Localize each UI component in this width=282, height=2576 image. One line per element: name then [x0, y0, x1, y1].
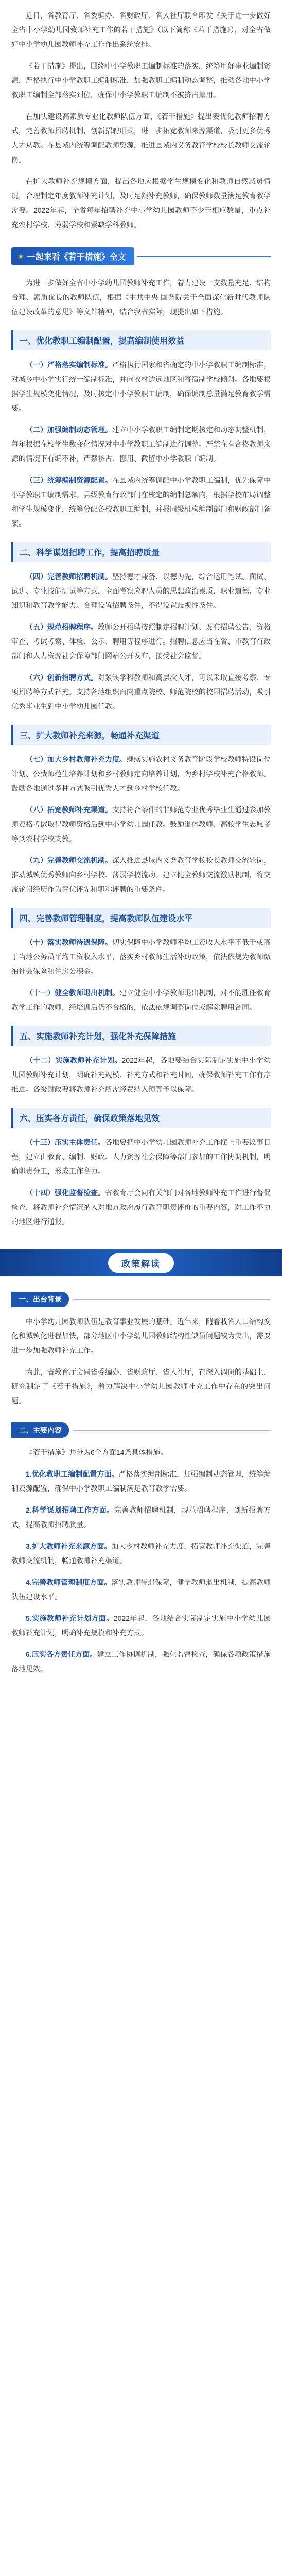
section-item — [11, 620, 271, 663]
section-item — [11, 670, 271, 714]
section-item-text: 各地要把中小学幼儿园教师补充工作摆上重要议事日程，建立由教育、编制、财政、人力资源社会保障等部门参加的工作协调机制，明确职责分工，形成工作合力。 — [11, 1138, 271, 1175]
interpretation-point-text: 落实教师待遇保障，健全教师退出机制，提高教师队伍建设水平。 — [11, 1578, 271, 1601]
section-item — [11, 358, 271, 415]
section-item-text: 省教育厅会同有关部门对各地教师补充工作进行督促检查，将教师补充情况纳入对地方政府履行教育职责评价的重要内容，对工作不力的地区进行通报。 — [11, 1189, 271, 1226]
section-item-lead: （七）加大乡村教师补充力度。 — [26, 755, 127, 764]
section-item — [11, 803, 271, 846]
interpretation-heading — [11, 1292, 271, 1307]
section-item — [11, 986, 271, 1014]
fulltext-banner — [11, 247, 271, 265]
section-item-lead: （十三）压实主体责任。 — [26, 1138, 105, 1146]
interpretation-paragraph: 中小学幼儿园教师队伍是教育事业发展的基础。近年来，随着我省人口结构变化和城镇化进程加快，部分地区中小学幼儿园教师结构性缺员问题较为突出，需要进一步加强教师补充工作。 — [11, 1317, 271, 1354]
intro-paragraph-2: 《若干措施》提出，围绕中小学教职工编制标准的落实，统筹用好事业编制资源，严格执行中小学教职工编制标准，加强教职工编制动态调整，推动各地中小学教职工编制全部落实到位，确保中小学教职工编制不被挤占挪用。 — [11, 62, 271, 99]
section-title: 五、实施教师补充计划，强化补充保障措施 — [11, 1026, 271, 1046]
interpretation-point — [11, 1503, 271, 1532]
policy-interpretation-label: 政策解读 — [108, 1253, 174, 1273]
section-item-text: 严格执行国家和省确定的中小学教职工编制标准，对城乡中小学实行统一编制标准，并向农村边远地区和寄宿制学校倾斜。各地要根据学生规模变化情况，及时核定中小学教职工编制，确保编制总量满足教育教学需要。 — [11, 361, 271, 412]
section-title: 二、科学谋划招聘工作，提高招聘质量 — [11, 542, 271, 562]
section-item-lead: （一）严格落实编制标准。 — [26, 361, 112, 369]
article-body — [0, 0, 282, 1229]
section-item — [11, 1135, 271, 1178]
interpretation-point-lead: 6.压实各方责任方面。 — [26, 1650, 97, 1658]
policy-interpretation-band — [0, 1249, 282, 1276]
interpretation-point — [11, 1575, 271, 1604]
section-item-text: 建立中小学教职工编制定期核定和动态调整机制，每年根据在校学生数变化情况对中小学教职工编制进行调整。严禁在有合格教师来源的情况下有编不补，严禁挤占、挪用、截留中小学教职工编制。 — [11, 426, 271, 463]
section-title: 三、扩大教师补充来源，畅通补充渠道 — [11, 725, 271, 745]
section-item-lead: （二）加强编制动态管理。 — [26, 426, 112, 434]
section-item-lead: （九）完善教师交流机制。 — [26, 856, 112, 865]
banner-rule — [137, 256, 271, 257]
fulltext-sections — [11, 330, 271, 1229]
top-spacer — [11, 0, 271, 8]
section-item-text: 继续实施农村义务教育阶段学校教师特设岗位计划、公费师范生培养计划和乡村教师定向培养计划，为乡村学校补充合格教师。鼓励各地通过多种方式吸引优秀人才到乡村学校任教。 — [11, 755, 271, 792]
fulltext-banner-pill — [11, 247, 134, 265]
section-item-lead: （十四）强化监督检查。 — [26, 1189, 105, 1197]
interpretation-point — [11, 1611, 271, 1640]
section-item-lead: （八）拓宽教师补充渠道。 — [26, 806, 112, 814]
interpretation-sections — [11, 1292, 271, 1676]
section-title: 一、优化教职工编制配置，提高编制使用效益 — [11, 330, 271, 350]
interpretation-paragraph: 为此，省教育厅会同省委编办、省财政厅、省人社厅，在深入调研的基础上，研究制定了《若干措施》，着力解决中小学幼儿园教师补充工作中存在的突出问题。 — [11, 1368, 271, 1405]
section-item-lead: （四）完善教师招聘机制。 — [26, 572, 112, 581]
interpretation-point-lead: 5.实施教师补充计划方面。 — [26, 1614, 114, 1622]
interpretation-point-lead: 2.科学谋划招聘工作方面。 — [26, 1506, 114, 1514]
interpretation-point-text: 2022年起，各地结合实际制定实施中小学幼儿园教师补充计划，明确补充规模和补充方式。 — [11, 1614, 271, 1637]
interpretation-point — [11, 1647, 271, 1676]
section-item-text: 切实保障中小学教师平均工资收入水平不低于或高于当地公务员平均工资收入水平，落实乡村教师生活补助政策，依法依规为教师缴纳社会保险和住房公积金。 — [11, 938, 271, 975]
section-title: 六、压实各方责任，确保政策落地见效 — [11, 1108, 271, 1128]
interpretation-point-text: 建立工作协调机制，强化监督检查，确保各项政策措施落地见效。 — [11, 1650, 271, 1673]
section-item — [11, 752, 271, 795]
section-item — [11, 473, 271, 531]
section-item-text: 2022年起，各地要结合实际制定实施中小学幼儿园教师补充计划，明确补充规模、补充方式和补充时间，确保教师补充工作有序推进。各级财政要将教师补充所需经费纳入预算予以保障。 — [11, 1056, 271, 1093]
interpretation-point-text: 完善教师招聘机制，规范招聘程序，创新招聘方式，提高教师招聘质量。 — [11, 1506, 271, 1529]
interpretation-point-lead: 1.优化教职工编制配置方面。 — [26, 1470, 119, 1478]
section-item-lead: （六）创新招聘方式。 — [26, 673, 98, 682]
interpretation-point-text: 加大乡村教师补充力度，拓宽教师补充渠道，完善教师交流机制，畅通教师补充渠道。 — [11, 1542, 271, 1565]
section-item-lead: （五）规范招聘程序。 — [26, 623, 98, 631]
section-item — [11, 1185, 271, 1229]
section-item — [11, 422, 271, 466]
section-title: 四、完善教师管理制度，提高教师队伍建设水平 — [11, 908, 271, 928]
interpretation-point — [11, 1539, 271, 1568]
section-item-text: 支持符合条件的非师范专业优秀毕业生通过参加教师资格考试取得教师资格后到中小学幼儿园任教。鼓励退休教师、高校学生志愿者等到农村学校支教。 — [11, 806, 271, 843]
section-item-text: 对紧缺学科教师和高层次人才，可以采取直接考察、专项招聘等方式补充。支持各地组织面向重点院校、师范院校的校园招聘活动，吸引优秀毕业生到中小学幼儿园任教。 — [11, 673, 271, 710]
interpretation-point-text: 严格落实编制标准，加强编制动态管理，统筹编制资源配置，确保中小学教职工编制满足教育教学需要。 — [11, 1470, 271, 1493]
interpretation-point-lead: 4.完善教师管理制度方面。 — [26, 1578, 112, 1586]
star-icon: ★ — [17, 252, 24, 260]
section-item-text: 坚持德才兼备、以德为先，综合运用笔试、面试、试讲、专业技能测试等方式，全面考察应聘人员的思想政治素质、职业道德、专业知识和教育教学能力。合理设置招聘条件，不得设置歧视性条件。 — [11, 572, 271, 609]
section-item-lead: （十一）健全教师退出机制。 — [26, 989, 119, 997]
intro-paragraph-1: 近日，省教育厅、省委编办、省财政厅、省人社厅联合印发《关于进一步做好全省中小学幼儿园教师补充工作的若干措施》（以下简称《若干措施》），对全省做好中小学幼儿园教师补充工作作出系统安排。 — [11, 11, 271, 48]
interpretation-tag: 二、主要内容 — [11, 1422, 69, 1438]
intro-paragraph-4: 在扩大教师补充规模方面，提出各地应根据学生规模变化和教师自然减员情况，合理制定年度教师补充计划，及时足额补充教师，确保教师数量满足教育教学需要。2022年起，全省每年招聘补充中小学幼儿园教师不少于相应数量，重点补充农村学校、薄弱学校和紧缺学科教师。 — [11, 177, 271, 229]
interpretation-rule — [73, 1430, 271, 1431]
section-item-lead: （三）统筹编制资源配置。 — [26, 476, 112, 484]
section-item — [11, 935, 271, 978]
section-item-text: 建立健全中小学教师退出机制，对不能胜任教育教学工作的教师，经培训后仍不合格的，依法依规调整岗位或解除聘用合同。 — [11, 989, 271, 1011]
section-item — [11, 853, 271, 896]
interpretation-heading — [11, 1422, 271, 1438]
section-item — [11, 569, 271, 613]
fulltext-intro: 为进一步做好全省中小学幼儿园教师补充工作，着力建设一支数量充足、结构合理、素质优良的教师队伍，根据《中共中央 国务院关于全面深化新时代教师队伍建设改革的意见》等文件精神，结合我省实际，现提出如下措施。 — [11, 279, 271, 316]
fulltext-banner-label: 一起来看《若干措施》全文 — [27, 253, 126, 262]
section-item-lead: （十二）实施教师补充计划。 — [26, 1056, 122, 1064]
interpretation-rule — [73, 1299, 271, 1300]
interpretation-body — [0, 1292, 282, 1676]
section-item-lead: （十）落实教师待遇保障。 — [26, 938, 112, 946]
section-item-text: 深入推进县域内义务教育学校校长教师交流轮岗，推动城镇优秀教师向乡村学校、薄弱学校流动。建立健全教师交流激励机制，将交流轮岗经历作为评优评先和职称评聘的重要条件。 — [11, 856, 271, 893]
interpretation-tag: 一、出台背景 — [11, 1292, 69, 1307]
intro-paragraph-3: 在加快建设高素质专业化教师队伍方面，《若干措施》提出要优化教师招聘方式，完善教师招聘机制，创新招聘形式，进一步拓宽教师来源渠道，吸引更多优秀人才从教。在县域内统筹调配教师资源，推进县域内义务教育学校校长教师交流轮岗。 — [11, 112, 271, 164]
section-item-text: 教师公开招聘按照制定招聘计划、发布招聘公告、资格审查、考试考察、体检、公示、聘用等程序进行。招聘信息应当在省、市教育行政部门和人力资源社会保障部门网站公开发布，接受社会监督。 — [11, 623, 271, 660]
section-item — [11, 1053, 271, 1096]
section-item-text: 在县域内统筹调配中小学教职工编制，优先保障中小学教职工编制需求。县级教育行政部门在核定的编制总额内，根据学校布局调整和学生规模变化，统筹分配各校教职工编制，并报同级机构编制部门和财政部门备案。 — [11, 476, 271, 528]
interpretation-point — [11, 1467, 271, 1496]
interpretation-paragraph: 《若干措施》共分为6个方面14条具体措施。 — [26, 1448, 168, 1456]
interpretation-point-lead: 3.扩大教师补充来源方面。 — [26, 1542, 112, 1550]
